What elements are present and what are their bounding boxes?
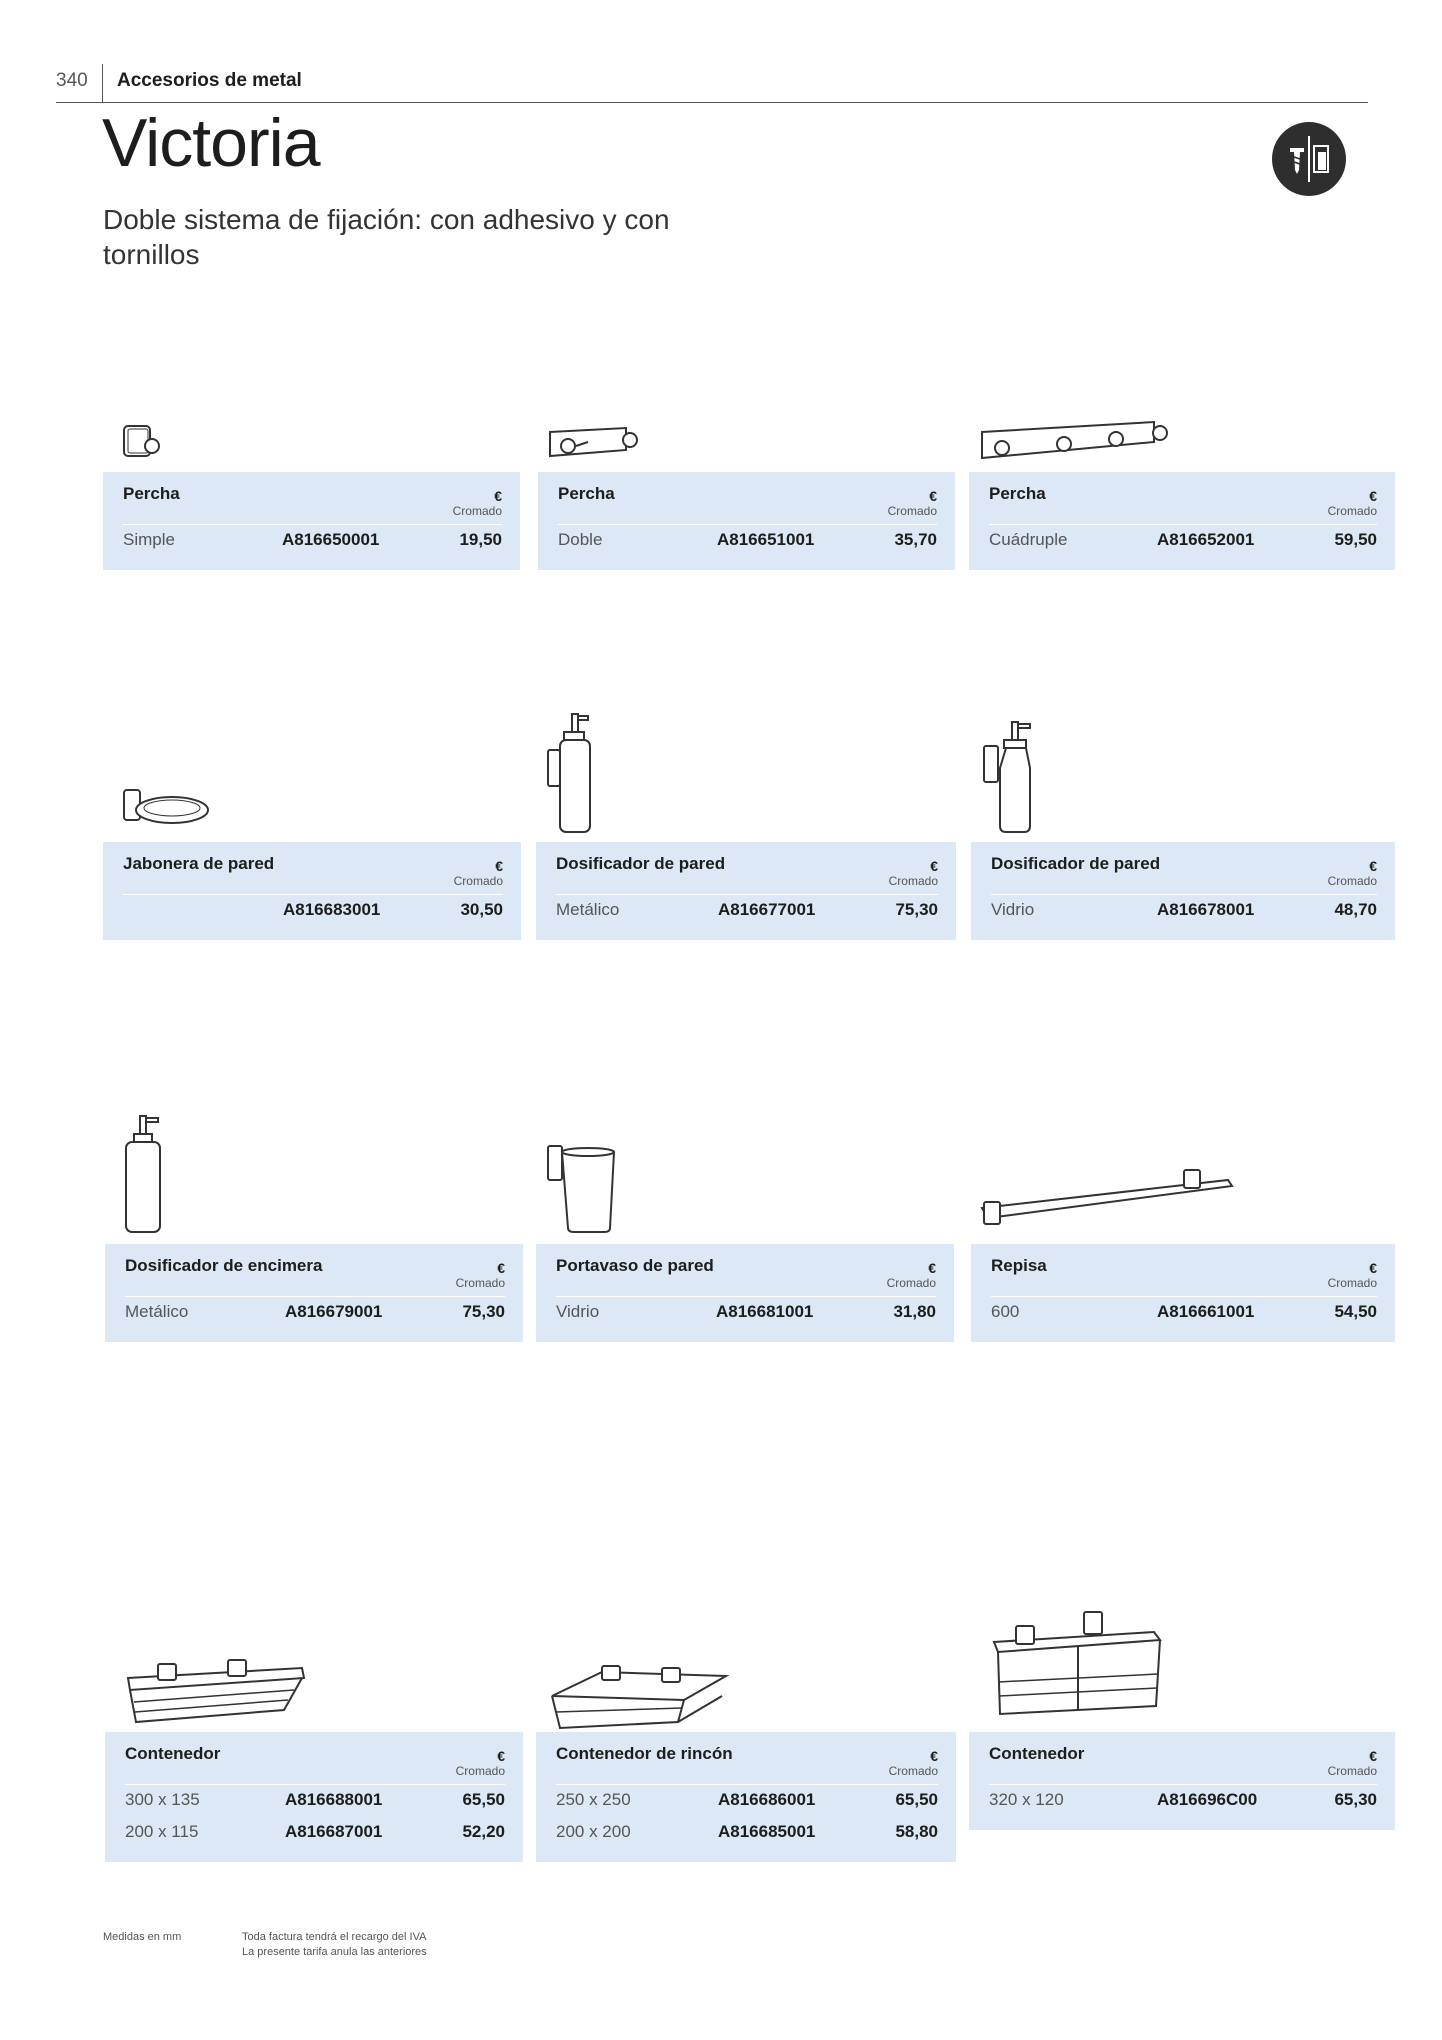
card-divider	[125, 1296, 505, 1297]
currency-symbol: €	[1369, 1748, 1377, 1764]
variant: 200 x 115	[125, 1822, 199, 1841]
product-card	[969, 472, 1395, 570]
finish-label: Cromado	[1327, 874, 1377, 888]
finish-label: Cromado	[1327, 1764, 1377, 1778]
product-code: A816650001	[282, 530, 380, 549]
product-row	[989, 530, 1377, 552]
product-row	[123, 530, 502, 552]
product-price: 30,50	[460, 900, 503, 919]
variant: 250 x 250	[556, 1790, 631, 1809]
product-price: 65,50	[462, 1790, 505, 1809]
soap-dish-icon	[120, 784, 220, 834]
wall-dispenser-metal-icon	[544, 710, 614, 836]
product-row	[125, 1822, 505, 1844]
basket-container-icon	[122, 1650, 312, 1730]
section-title: Accesorios de metal	[117, 70, 302, 91]
product-row	[556, 1822, 938, 1844]
product-row	[556, 1302, 936, 1324]
fixing-system-icon	[1272, 122, 1346, 196]
tumbler-holder-icon	[544, 1140, 624, 1236]
currency-symbol: €	[1369, 1260, 1377, 1276]
card-divider	[989, 524, 1377, 525]
product-price: 35,70	[894, 530, 937, 549]
card-divider	[558, 524, 937, 525]
product-row	[556, 900, 938, 922]
currency-symbol: €	[1369, 858, 1377, 874]
card-divider	[123, 894, 503, 895]
page-number: 340	[56, 70, 88, 91]
finish-label: Cromado	[1327, 504, 1377, 518]
corner-basket-icon	[546, 1656, 736, 1736]
card-divider	[991, 1296, 1377, 1297]
header-divider	[102, 64, 103, 102]
product-name: Dosificador de pared	[991, 854, 1161, 873]
currency-symbol: €	[497, 1260, 505, 1276]
product-card	[971, 1244, 1395, 1342]
card-divider	[125, 1784, 505, 1785]
product-code: A816683001	[283, 900, 381, 919]
quadruple-hook-icon	[978, 418, 1178, 464]
product-card	[105, 1244, 523, 1342]
variant: Simple	[123, 530, 175, 549]
product-price: 75,30	[895, 900, 938, 919]
product-row	[123, 900, 503, 922]
double-hook-icon	[546, 424, 646, 464]
finish-label: Cromado	[888, 1764, 938, 1778]
finish-label: Cromado	[1327, 1276, 1377, 1290]
variant: Doble	[558, 530, 603, 549]
product-card	[969, 1732, 1395, 1830]
product-name: Jabonera de pared	[123, 854, 275, 873]
product-price: 65,30	[1334, 1790, 1377, 1809]
product-name: Percha	[558, 484, 615, 503]
product-card	[536, 842, 956, 940]
product-name: Percha	[989, 484, 1046, 503]
variant: Cuádruple	[989, 530, 1068, 549]
product-code: A816681001	[716, 1302, 814, 1321]
product-price: 31,80	[893, 1302, 936, 1321]
variant: Metálico	[556, 900, 620, 919]
variant: 320 x 120	[989, 1790, 1064, 1809]
product-card	[536, 1244, 954, 1342]
product-code: A816686001	[718, 1790, 816, 1809]
variant: 300 x 135	[125, 1790, 200, 1809]
product-price: 54,50	[1334, 1302, 1377, 1321]
page-title: Victoria	[102, 105, 320, 181]
currency-symbol: €	[928, 1260, 936, 1276]
product-row	[125, 1790, 505, 1812]
product-name: Repisa	[991, 1256, 1047, 1275]
product-code: A816696C00	[1157, 1790, 1258, 1809]
product-row	[991, 900, 1377, 922]
currency-symbol: €	[929, 488, 937, 504]
page-subtitle: Doble sistema de fijación: con adhesivo y con tornillos	[103, 204, 670, 270]
variant: 200 x 200	[556, 1822, 631, 1841]
product-name: Contenedor	[989, 1744, 1085, 1763]
product-code: A816688001	[285, 1790, 383, 1809]
finish-label: Cromado	[453, 874, 503, 888]
card-divider	[989, 1784, 1377, 1785]
product-name: Contenedor	[125, 1744, 221, 1763]
product-card	[103, 842, 521, 940]
product-name: Dosificador de encimera	[125, 1256, 323, 1275]
finish-label: Cromado	[887, 504, 937, 518]
product-price: 65,50	[895, 1790, 938, 1809]
units-note: Medidas en mm	[103, 1931, 182, 1943]
product-card	[538, 472, 955, 570]
tariff-note: La presente tarifa anula las anteriores	[242, 1946, 427, 1958]
product-price: 58,80	[895, 1822, 938, 1841]
card-divider	[991, 894, 1377, 895]
product-code: A816651001	[717, 530, 815, 549]
product-code: A816678001	[1157, 900, 1255, 919]
finish-label: Cromado	[455, 1276, 505, 1290]
product-price: 59,50	[1334, 530, 1377, 549]
product-price: 48,70	[1334, 900, 1377, 919]
product-code: A816652001	[1157, 530, 1255, 549]
finish-label: Cromado	[886, 1276, 936, 1290]
product-name: Dosificador de pared	[556, 854, 726, 873]
product-price: 52,20	[462, 1822, 505, 1841]
product-row	[556, 1790, 938, 1812]
product-name: Portavaso de pared	[556, 1256, 714, 1275]
product-row	[558, 530, 937, 552]
product-price: 19,50	[459, 530, 502, 549]
currency-symbol: €	[930, 1748, 938, 1764]
variant: Vidrio	[991, 900, 1035, 919]
product-price: 75,30	[462, 1302, 505, 1321]
variant: Vidrio	[556, 1302, 600, 1321]
header-rule	[56, 102, 1368, 103]
finish-label: Cromado	[888, 874, 938, 888]
currency-symbol: €	[930, 858, 938, 874]
deep-basket-icon	[988, 1608, 1168, 1724]
product-name: Percha	[123, 484, 180, 503]
product-card	[536, 1732, 956, 1862]
product-name: Contenedor de rincón	[556, 1744, 733, 1763]
single-hook-icon	[120, 420, 170, 466]
currency-symbol: €	[497, 1748, 505, 1764]
card-divider	[556, 894, 938, 895]
product-card	[103, 472, 520, 570]
shelf-icon	[978, 1166, 1238, 1236]
currency-symbol: €	[494, 488, 502, 504]
variant: 600	[991, 1302, 1020, 1321]
currency-symbol: €	[495, 858, 503, 874]
countertop-dispenser-icon	[120, 1112, 180, 1236]
product-code: A816679001	[285, 1302, 383, 1321]
product-row	[125, 1302, 505, 1324]
card-divider	[556, 1784, 938, 1785]
product-code: A816687001	[285, 1822, 383, 1841]
wall-dispenser-glass-icon	[980, 718, 1060, 836]
product-row	[991, 1302, 1377, 1324]
product-code: A816685001	[718, 1822, 816, 1841]
card-divider	[123, 524, 502, 525]
variant: Metálico	[125, 1302, 189, 1321]
product-card	[105, 1732, 523, 1862]
vat-note: Toda factura tendrá el recargo del IVA	[242, 1931, 427, 1943]
finish-label: Cromado	[455, 1764, 505, 1778]
product-code: A816677001	[718, 900, 816, 919]
card-divider	[556, 1296, 936, 1297]
product-code: A816661001	[1157, 1302, 1255, 1321]
currency-symbol: €	[1369, 488, 1377, 504]
finish-label: Cromado	[452, 504, 502, 518]
product-row	[989, 1790, 1377, 1812]
product-card	[971, 842, 1395, 940]
